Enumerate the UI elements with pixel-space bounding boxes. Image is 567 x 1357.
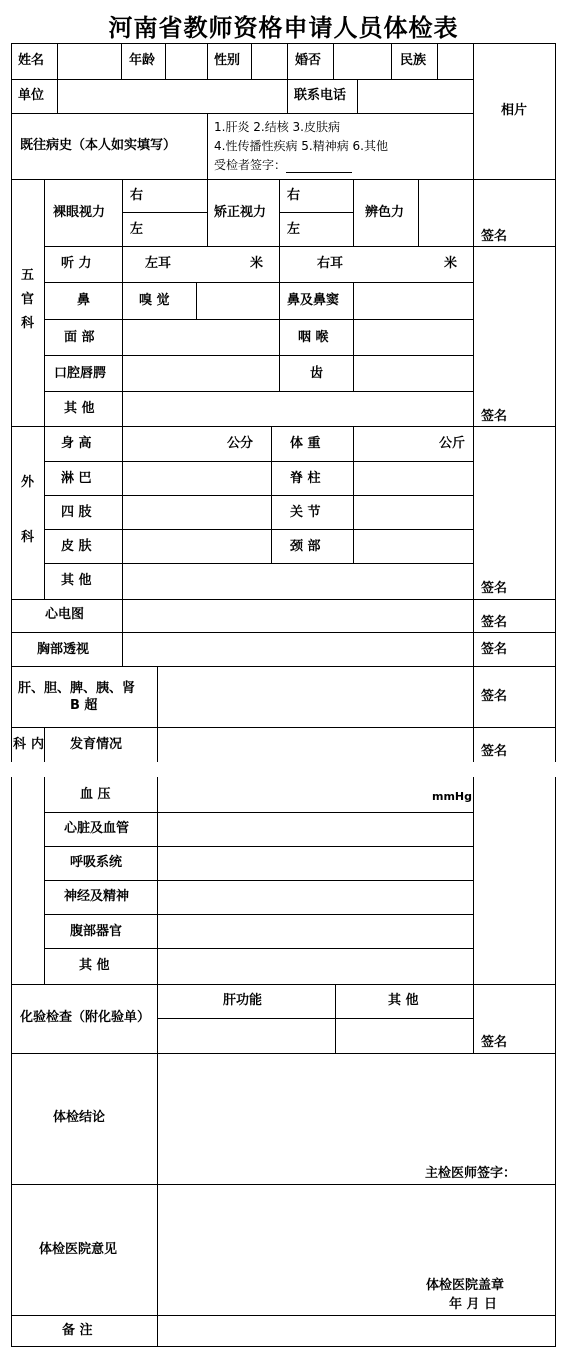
naked-right-label: 右 (130, 188, 144, 203)
marital-label: 婚否 (295, 53, 322, 68)
sinus-label: 鼻及鼻窦 (287, 293, 340, 308)
hospital-opinion-label: 体检医院意见 (39, 1242, 118, 1257)
meter-unit-right: 米 (444, 256, 458, 271)
internal-other-label: 其 他 (79, 958, 110, 973)
page-title: 河南省教师资格申请人员体检表 (108, 14, 459, 42)
ultrasound-label-2: B 超 (70, 698, 98, 713)
right-ear-label: 右耳 (317, 256, 344, 271)
history-signature: 受检者签字： (214, 157, 352, 173)
throat-label: 咽 喉 (298, 330, 329, 345)
phone-label: 联系电话 (294, 88, 347, 103)
naked-vision-label: 裸眼视力 (53, 205, 106, 220)
sign-label: 签名 (481, 581, 508, 596)
neck-label: 颈 部 (290, 539, 321, 554)
unit-label: 单位 (18, 88, 45, 103)
bp-label: 血 压 (80, 787, 111, 802)
age-label: 年龄 (129, 53, 156, 68)
ethnicity-label: 民族 (400, 53, 427, 68)
corrected-vision-label: 矫正视力 (214, 205, 267, 220)
sign-label: 签名 (481, 689, 508, 704)
sign-label: 签名 (481, 229, 508, 244)
history-label: 既往病史（本人如实填写） (20, 138, 177, 153)
surgery-other-label: 其 他 (61, 573, 92, 588)
sign-label: 签名 (481, 409, 508, 424)
spine-label: 脊 柱 (290, 471, 321, 486)
doctor-signature-label: 主检医师签字： (425, 1166, 517, 1181)
sign-label: 签名 (481, 744, 508, 759)
name-label: 姓名 (18, 53, 45, 68)
lab-other-label: 其 他 (388, 993, 419, 1008)
lab-label: 化验检查（附化验单） (20, 1010, 151, 1025)
heart-label: 心脏及血管 (64, 821, 130, 836)
kg-unit: 公斤 (439, 436, 466, 451)
page-break-gap (0, 762, 567, 777)
facial-section-char-3: 科 (21, 316, 35, 331)
gender-label: 性别 (214, 53, 241, 68)
color-vision-label: 辨色力 (365, 205, 405, 220)
smell-label: 嗅 觉 (139, 293, 170, 308)
mouth-label: 口腔唇腭 (54, 366, 107, 381)
sign-label: 签名 (481, 642, 508, 657)
abdomen-label: 腹部器官 (70, 924, 123, 939)
respiratory-label: 呼吸系统 (70, 855, 123, 870)
lymph-label: 淋 巴 (61, 471, 92, 486)
limbs-label: 四 肢 (61, 505, 92, 520)
internal-section-char-2: 科 (13, 737, 27, 752)
liver-function-label: 肝功能 (223, 993, 263, 1008)
date-label: 年 月 日 (449, 1297, 498, 1312)
neuro-label: 神经及精神 (64, 889, 130, 904)
face-label: 面 部 (64, 330, 95, 345)
nose-label: 鼻 (77, 293, 91, 308)
joints-label: 关 节 (290, 505, 321, 520)
conclusion-label: 体检结论 (53, 1110, 106, 1125)
chest-label: 胸部透视 (37, 642, 90, 657)
naked-left-label: 左 (130, 222, 144, 237)
mmhg-unit: mmHg (432, 790, 473, 803)
history-line-1: 1.肝炎 2.结核 3.皮肤病 (214, 120, 340, 134)
remark-label: 备 注 (62, 1323, 93, 1338)
surgery-section-char-1: 外 (21, 475, 35, 490)
cm-unit: 公分 (227, 436, 254, 451)
history-line-2: 4.性传播性疾病 5.精神病 6.其他 (214, 139, 388, 153)
corrected-left-label: 左 (287, 222, 301, 237)
left-ear-label: 左耳 (145, 256, 172, 271)
skin-label: 皮 肤 (61, 539, 92, 554)
facial-section-char-1: 五 (21, 268, 35, 283)
photo-label: 相片 (501, 103, 528, 118)
facial-section-char-2: 官 (21, 292, 35, 307)
weight-label: 体 重 (290, 436, 321, 451)
sign-label: 签名 (481, 1035, 508, 1050)
facial-other-label: 其 他 (64, 401, 95, 416)
corrected-right-label: 右 (287, 188, 301, 203)
meter-unit-left: 米 (250, 256, 264, 271)
sign-label: 签名 (481, 615, 508, 630)
height-label: 身 高 (61, 436, 92, 451)
teeth-label: 齿 (310, 366, 324, 381)
hospital-seal-label: 体检医院盖章 (426, 1278, 505, 1293)
ultrasound-label-1: 肝、胆、脾、胰、肾 (18, 681, 136, 696)
development-label: 发育情况 (70, 737, 123, 752)
ecg-label: 心电图 (45, 607, 85, 622)
surgery-section-char-2: 科 (21, 530, 35, 545)
hearing-label: 听 力 (61, 256, 92, 271)
internal-section-char-1: 内 (31, 737, 45, 752)
